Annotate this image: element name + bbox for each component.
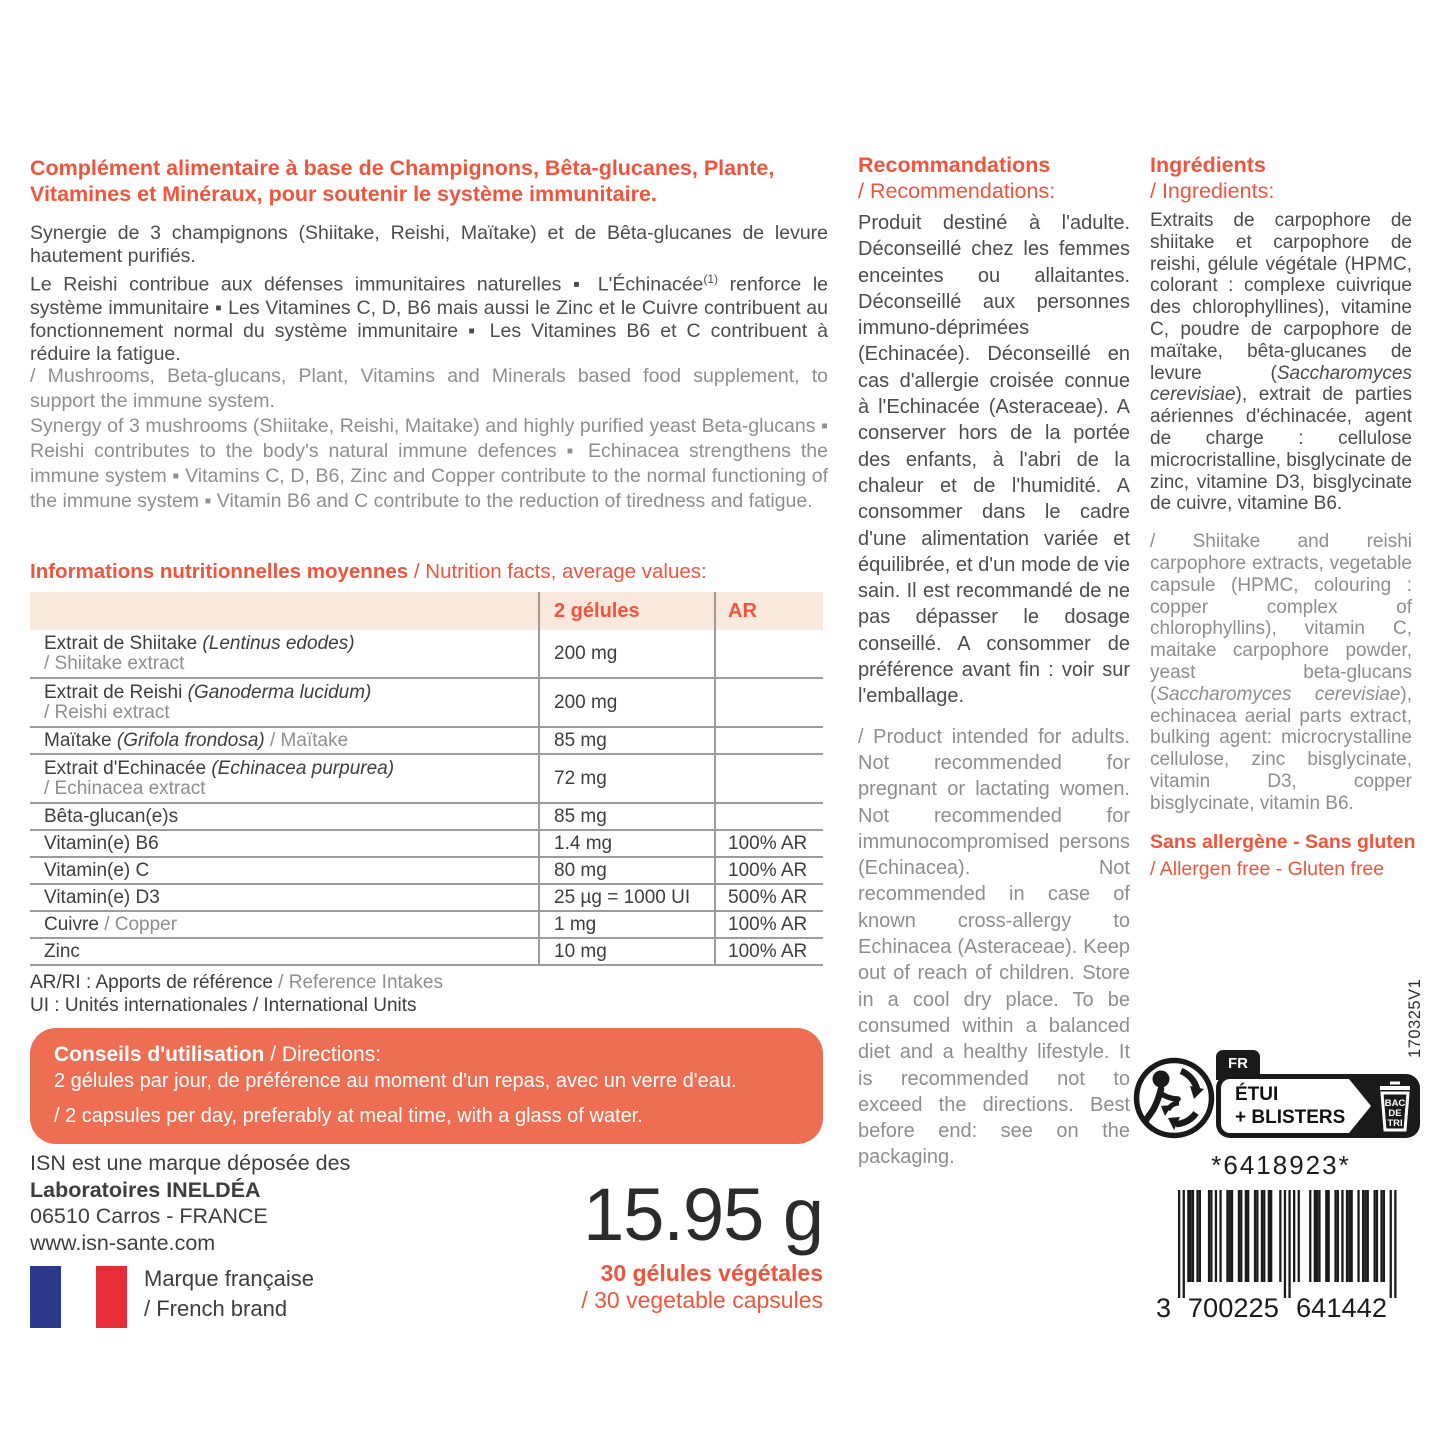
svg-text:BAC: BAC: [1384, 1098, 1406, 1109]
recommendations-french: Produit destiné à l'adulte. Déconseillé chez les femmes enceintes ou allaitantes. Déconseillé aux personnes immuno-déprimées (Echinacée). Déconseillé en cas d'allergie croisée connue à l'Echinacée (Asteraceae). A conserver hors de la portée des enfants, à l'abri de la chaleur et de l'humidité. A consommer dans le cadre d'une alimentation variée et équilibrée, et d'un mode de vie sain. Il est recommandé de ne pas dépasser le dosage conseillé. A consommer de préférence avant fin : voir sur l'emballage.: [858, 212, 1130, 708]
nutrient-name: Extrait de Shiitake (Lentinus edodes) / Shiitake extract: [44, 633, 355, 674]
badge-chevron: [1349, 1079, 1371, 1133]
footnote-ar: [30, 972, 443, 995]
nutrition-heading-fr: Informations nutritionnelles moyennes: [30, 560, 409, 583]
ingredients-en-text: / Shiitake and reishi carpophore extracts, vegetable capsule (HPMC, colouring : copper complex of chlorophyllins), vitamin C, maitake carpophore powder, yeast beta-glucans (: [1150, 531, 1412, 705]
table-row: [30, 858, 823, 885]
svg-text:641442: 641442: [1296, 1293, 1387, 1323]
sorting-bin-icon: [1374, 1081, 1416, 1133]
nutrient-amount: 25 µg = 1000 UI: [554, 886, 691, 908]
allergen-fr: Sans allergène - Sans gluten: [1150, 830, 1416, 853]
intro-fr-benefits-text-2: renforce le système immunitaire ▪ Les Vitamines C, D, B6 mais aussi le Zinc et le Cuivre contribuent au fonctionnement normal du système immunitaire ▪ Les Vitamines B6 et C contribuent à réduire la fatigue.: [30, 273, 828, 365]
brand-line-address: 06510 Carros - FRANCE: [30, 1204, 268, 1228]
nutrient-name: Vitamin(e) B6: [44, 832, 159, 854]
nutrient-amount: 1 mg: [554, 913, 597, 935]
ingredients-heading-fr: Ingrédients: [1150, 153, 1266, 177]
directions-english: / 2 capsules per day, preferably at meal time, with a glass of water.: [54, 1105, 643, 1127]
french-brand-fr: Marque française: [144, 1266, 314, 1291]
nutrient-amount: 72 mg: [554, 767, 607, 789]
flag-blue-bar: [30, 1266, 61, 1328]
product-claim-title: Complément alimentaire à base de Champignons, Bêta-glucanes, Plante, Vitamines et Minéraux, pour soutenir le système immunitaire.: [30, 156, 775, 206]
nutrition-heading-en: / Nutrition facts, average values:: [408, 560, 707, 583]
nutrient-name: Vitamin(e) C: [44, 859, 150, 881]
nutrient-reference-intake: 500% AR: [728, 886, 808, 908]
badge-etui-label: ÉTUI: [1235, 1084, 1279, 1105]
brand-block: [30, 1150, 350, 1256]
ingredients-english: [1150, 531, 1412, 814]
recommendations-column: [858, 152, 1130, 1171]
nutrient-reference-intake: 100% AR: [728, 859, 808, 881]
nutrition-table: [30, 592, 823, 966]
ingredients-heading: [1150, 152, 1412, 204]
intro-fr-benefits-text: Le Reishi contribue aux défenses immunitaires naturelles ▪ L'Échinacée: [30, 273, 704, 296]
brand-line-trademark: ISN est une marque déposée des: [30, 1151, 351, 1175]
french-flag-icon: [30, 1266, 130, 1328]
flag-red-bar: [96, 1266, 127, 1328]
batch-version-code: 170325V1: [1406, 978, 1424, 1058]
intro-en-supplement: / Mushrooms, Beta-glucans, Plant, Vitamins and Minerals based food supplement, to support the immune system.: [30, 365, 828, 412]
table-column-divider: [714, 592, 716, 966]
ingredients-en-latin: Saccharomyces cerevisiae: [1156, 683, 1401, 705]
nutrient-name: Bêta-glucan(e)s: [44, 805, 179, 827]
footnote-marker: (1): [703, 272, 719, 286]
svg-text:DE: DE: [1388, 1108, 1402, 1119]
triman-recycling-icon: [1132, 1056, 1216, 1140]
table-row: [30, 831, 823, 858]
table-row: [30, 939, 823, 966]
ingredients-french: [1150, 210, 1412, 515]
intro-french: [30, 222, 828, 366]
ingredients-fr-text: Extraits de carpophore de shiitake et carpophore de reishi, gélule végétale (HPMC, colorant : complexe cuivrique des chlorophyllines), vitamine C, poudre de carpophore de maïtake, bêta-glucanes de levure (: [1150, 210, 1412, 384]
nutrition-heading: [30, 560, 830, 584]
nutrient-amount: 85 mg: [554, 805, 607, 827]
nutrient-name: Cuivre / Copper: [44, 913, 178, 935]
intro-fr-benefits: [30, 268, 828, 366]
table-row: [30, 912, 823, 939]
directions-heading-en: / Directions:: [264, 1043, 382, 1066]
capsule-count-en: / 30 vegetable capsules: [581, 1287, 823, 1313]
french-brand-text: [144, 1264, 314, 1324]
nutrition-rows: [30, 630, 823, 966]
nutrient-reference-intake: 100% AR: [728, 832, 808, 854]
net-weight-block: [420, 1173, 823, 1314]
allergen-en: / Allergen free - Gluten free: [1150, 857, 1385, 880]
directions-box: [30, 1028, 823, 1144]
nutrient-amount: 10 mg: [554, 940, 607, 962]
nutrition-table-header: [30, 592, 823, 630]
intro-english: [30, 364, 828, 514]
table-column-divider: [538, 592, 540, 966]
recommendations-heading-fr: Recommandations: [858, 153, 1051, 177]
ingredients-column: [1150, 152, 1416, 883]
recommendations-heading-en: / Recommendations:: [858, 179, 1056, 203]
allergen-block: [1150, 829, 1416, 883]
svg-text:700225: 700225: [1187, 1293, 1279, 1323]
nutrient-amount: 85 mg: [554, 729, 607, 751]
column-header-empty: [30, 609, 538, 613]
sorting-instruction-badge: [1216, 1050, 1420, 1138]
intro-fr-synergy: Synergie de 3 champignons (Shiitake, Reishi, Maïtake) et de Bêta-glucanes de levure hautement purifiés.: [30, 222, 828, 267]
brand-website: www.isn-sante.com: [30, 1230, 216, 1255]
directions-heading: [54, 1041, 799, 1068]
capsule-count-fr: 30 gélules végétales: [600, 1260, 823, 1286]
table-row: [30, 679, 823, 728]
table-footnotes: [30, 972, 443, 1017]
column-header-dose: 2 gélules: [554, 599, 640, 622]
ingredients-fr-text-2: ), extrait de parties aériennes d'échinacée, agent de charge : cellulose microcristalline, bisglycinate de zinc, vitamine D3, bisglycinate de cuivre, vitamine B6.: [1150, 384, 1412, 515]
nutrient-name: Vitamin(e) D3: [44, 886, 160, 908]
nutrient-amount: 200 mg: [554, 642, 618, 664]
nutrient-name: Extrait de Reishi (Ganoderma lucidum) / Reishi extract: [44, 682, 372, 723]
ingredients-heading-en: / Ingredients:: [1150, 179, 1275, 203]
column-header-ar: AR: [728, 599, 757, 622]
svg-text:3: 3: [1156, 1293, 1172, 1323]
footnote-ar-fr: AR/RI : Apports de référence: [30, 972, 273, 993]
badge-blisters-label: + BLISTERS: [1235, 1107, 1346, 1128]
ean-barcode: [1150, 1190, 1410, 1330]
recommendations-heading: [858, 152, 1130, 204]
table-row: [30, 755, 823, 804]
brand-line-company: Laboratoires INELDÉA: [30, 1177, 261, 1202]
nutrient-name: Extrait d'Echinacée (Echinacea purpurea) / Echinacea extract: [44, 758, 395, 799]
intro-en-benefits: Synergy of 3 mushrooms (Shiitake, Reishi, Maitake) and highly purified yeast Beta-glucans ▪ Reishi contributes to the body's natural immune defences ▪ Echinacea strengthens the immune system ▪ Vitamins C, D, B6, Zinc and Copper contribute to the normal functioning of the immune system ▪ Vitamin B6 and C contribute to the reduction of tiredness and fatigue.: [30, 415, 828, 512]
nutrient-reference-intake: 100% AR: [728, 940, 808, 962]
table-row: [30, 885, 823, 912]
nutrient-name: Maïtake (Grifola frondosa) / Maïtake: [44, 729, 349, 751]
nutrient-name: Zinc: [44, 940, 80, 962]
table-row: [30, 728, 823, 755]
french-brand-en: / French brand: [144, 1296, 288, 1321]
directions-heading-fr: Conseils d'utilisation: [54, 1043, 265, 1066]
footnote-ar-en: / Reference Intakes: [272, 972, 443, 993]
nutrient-amount: 1.4 mg: [554, 832, 613, 854]
directions-french: 2 gélules par jour, de préférence au moment d'un repas, avec un verre d'eau.: [54, 1070, 737, 1092]
table-row: [30, 804, 823, 831]
nutrient-amount: 80 mg: [554, 859, 607, 881]
nutrient-amount: 200 mg: [554, 691, 618, 713]
net-weight: 15.95 g: [583, 1173, 823, 1256]
nutrient-reference-intake: 100% AR: [728, 913, 808, 935]
ingredients-en-text-2: ), echinacea aerial parts extract, bulking agent: microcrystalline cellulose, zinc bisglycinate, vitamin D3, copper bisglycinate, vitamin B6.: [1150, 683, 1412, 814]
footnote-ui: UI : Unités internationales / International Units: [30, 994, 417, 1016]
recommendations-english: / Product intended for adults. Not recommended for pregnant or lactating women. Not recommended for immunocompromised persons (Echinacea). Not recommended in case of known cross-allergy to Echinacea (Asteraceae). Keep out of reach of children. Store in a cool dry place. To be consumed within a balanced diet and a healthy lifestyle. It is recommended not to exceed the directions. Best before end: see on the packaging.: [858, 725, 1130, 1169]
country-tab: FR: [1216, 1050, 1260, 1080]
table-row: [30, 630, 823, 679]
ingredients-fr-latin: Saccharomyces cerevisiae: [1150, 362, 1412, 406]
item-code: *6418923*: [1211, 1150, 1351, 1180]
svg-text:TRI: TRI: [1387, 1118, 1403, 1129]
